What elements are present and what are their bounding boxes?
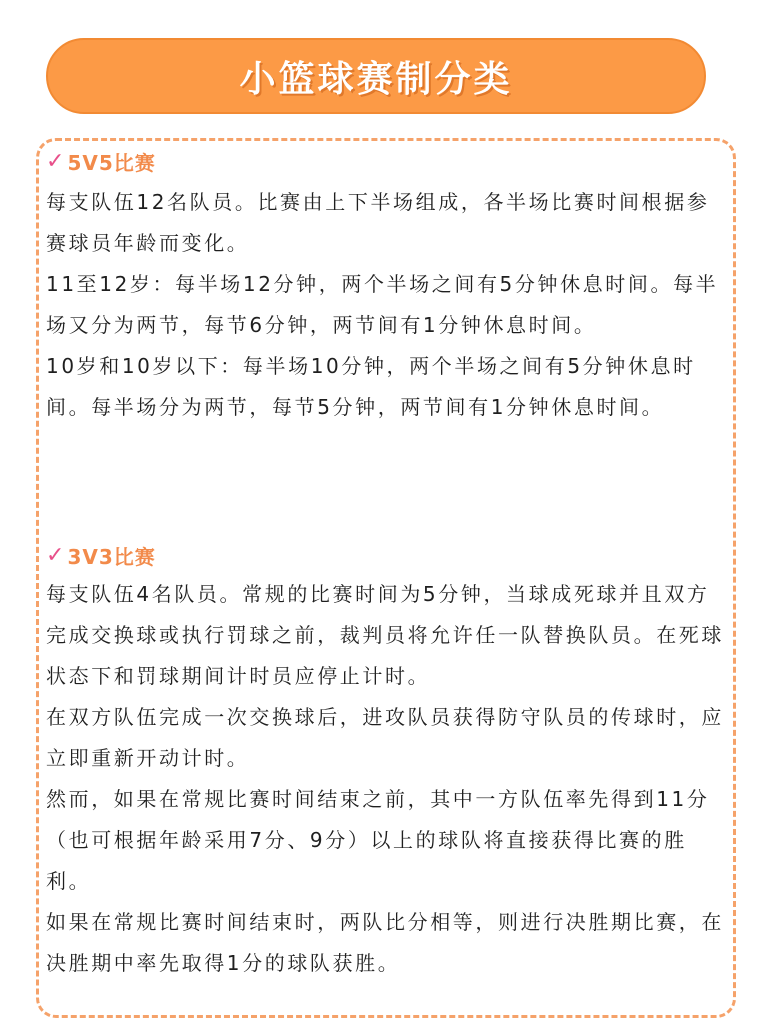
section-heading-3v3 — [46, 540, 726, 570]
section-5v5 — [46, 146, 726, 428]
check-icon: ✓ — [46, 148, 66, 174]
paragraph-5v5-team: 每支队伍12名队员。比赛由上下半场组成，各半场比赛时间根据参赛球员年龄而变化。 — [46, 190, 710, 255]
check-icon: ✓ — [46, 542, 66, 568]
section-heading-text: 5V5比赛 — [67, 150, 156, 175]
title-banner — [46, 38, 706, 114]
section-heading-5v5 — [46, 146, 726, 176]
section-heading-text: 3V3比赛 — [67, 544, 156, 569]
paragraph-3v3-overtime: 如果在常规比赛时间结束时，两队比分相等，则进行决胜期比赛，在决胜期中率先取得1分的球队获胜。 — [46, 910, 724, 975]
paragraph-5v5-age-10: 10岁和10岁以下：每半场10分钟，两个半场之间有5分钟休息时间。每半场分为两节，每节5分钟，两节间有1分钟休息时间。 — [46, 354, 696, 419]
section-3v3 — [46, 540, 726, 984]
paragraph-3v3-restart: 在双方队伍完成一次交换球后，进攻队员获得防守队员的传球时，应立即重新开动计时。 — [46, 705, 724, 770]
page-title: 小篮球赛制分类 — [239, 58, 513, 100]
paragraph-3v3-win-score: 然而，如果在常规比赛时间结束之前，其中一方队伍率先得到11分（也可根据年龄采用7分、9分）以上的球队将直接获得比赛的胜利。 — [46, 787, 710, 893]
paragraph-5v5-age-11-12: 11至12岁：每半场12分钟，两个半场之间有5分钟休息时间。每半场又分为两节，每节6分钟，两节间有1分钟休息时间。 — [46, 272, 719, 337]
paragraph-3v3-team: 每支队伍4名队员。常规的比赛时间为5分钟，当球成死球并且双方完成交换球或执行罚球之前，裁判员将允许任一队替换队员。在死球状态下和罚球期间计时员应停止计时。 — [46, 582, 724, 688]
